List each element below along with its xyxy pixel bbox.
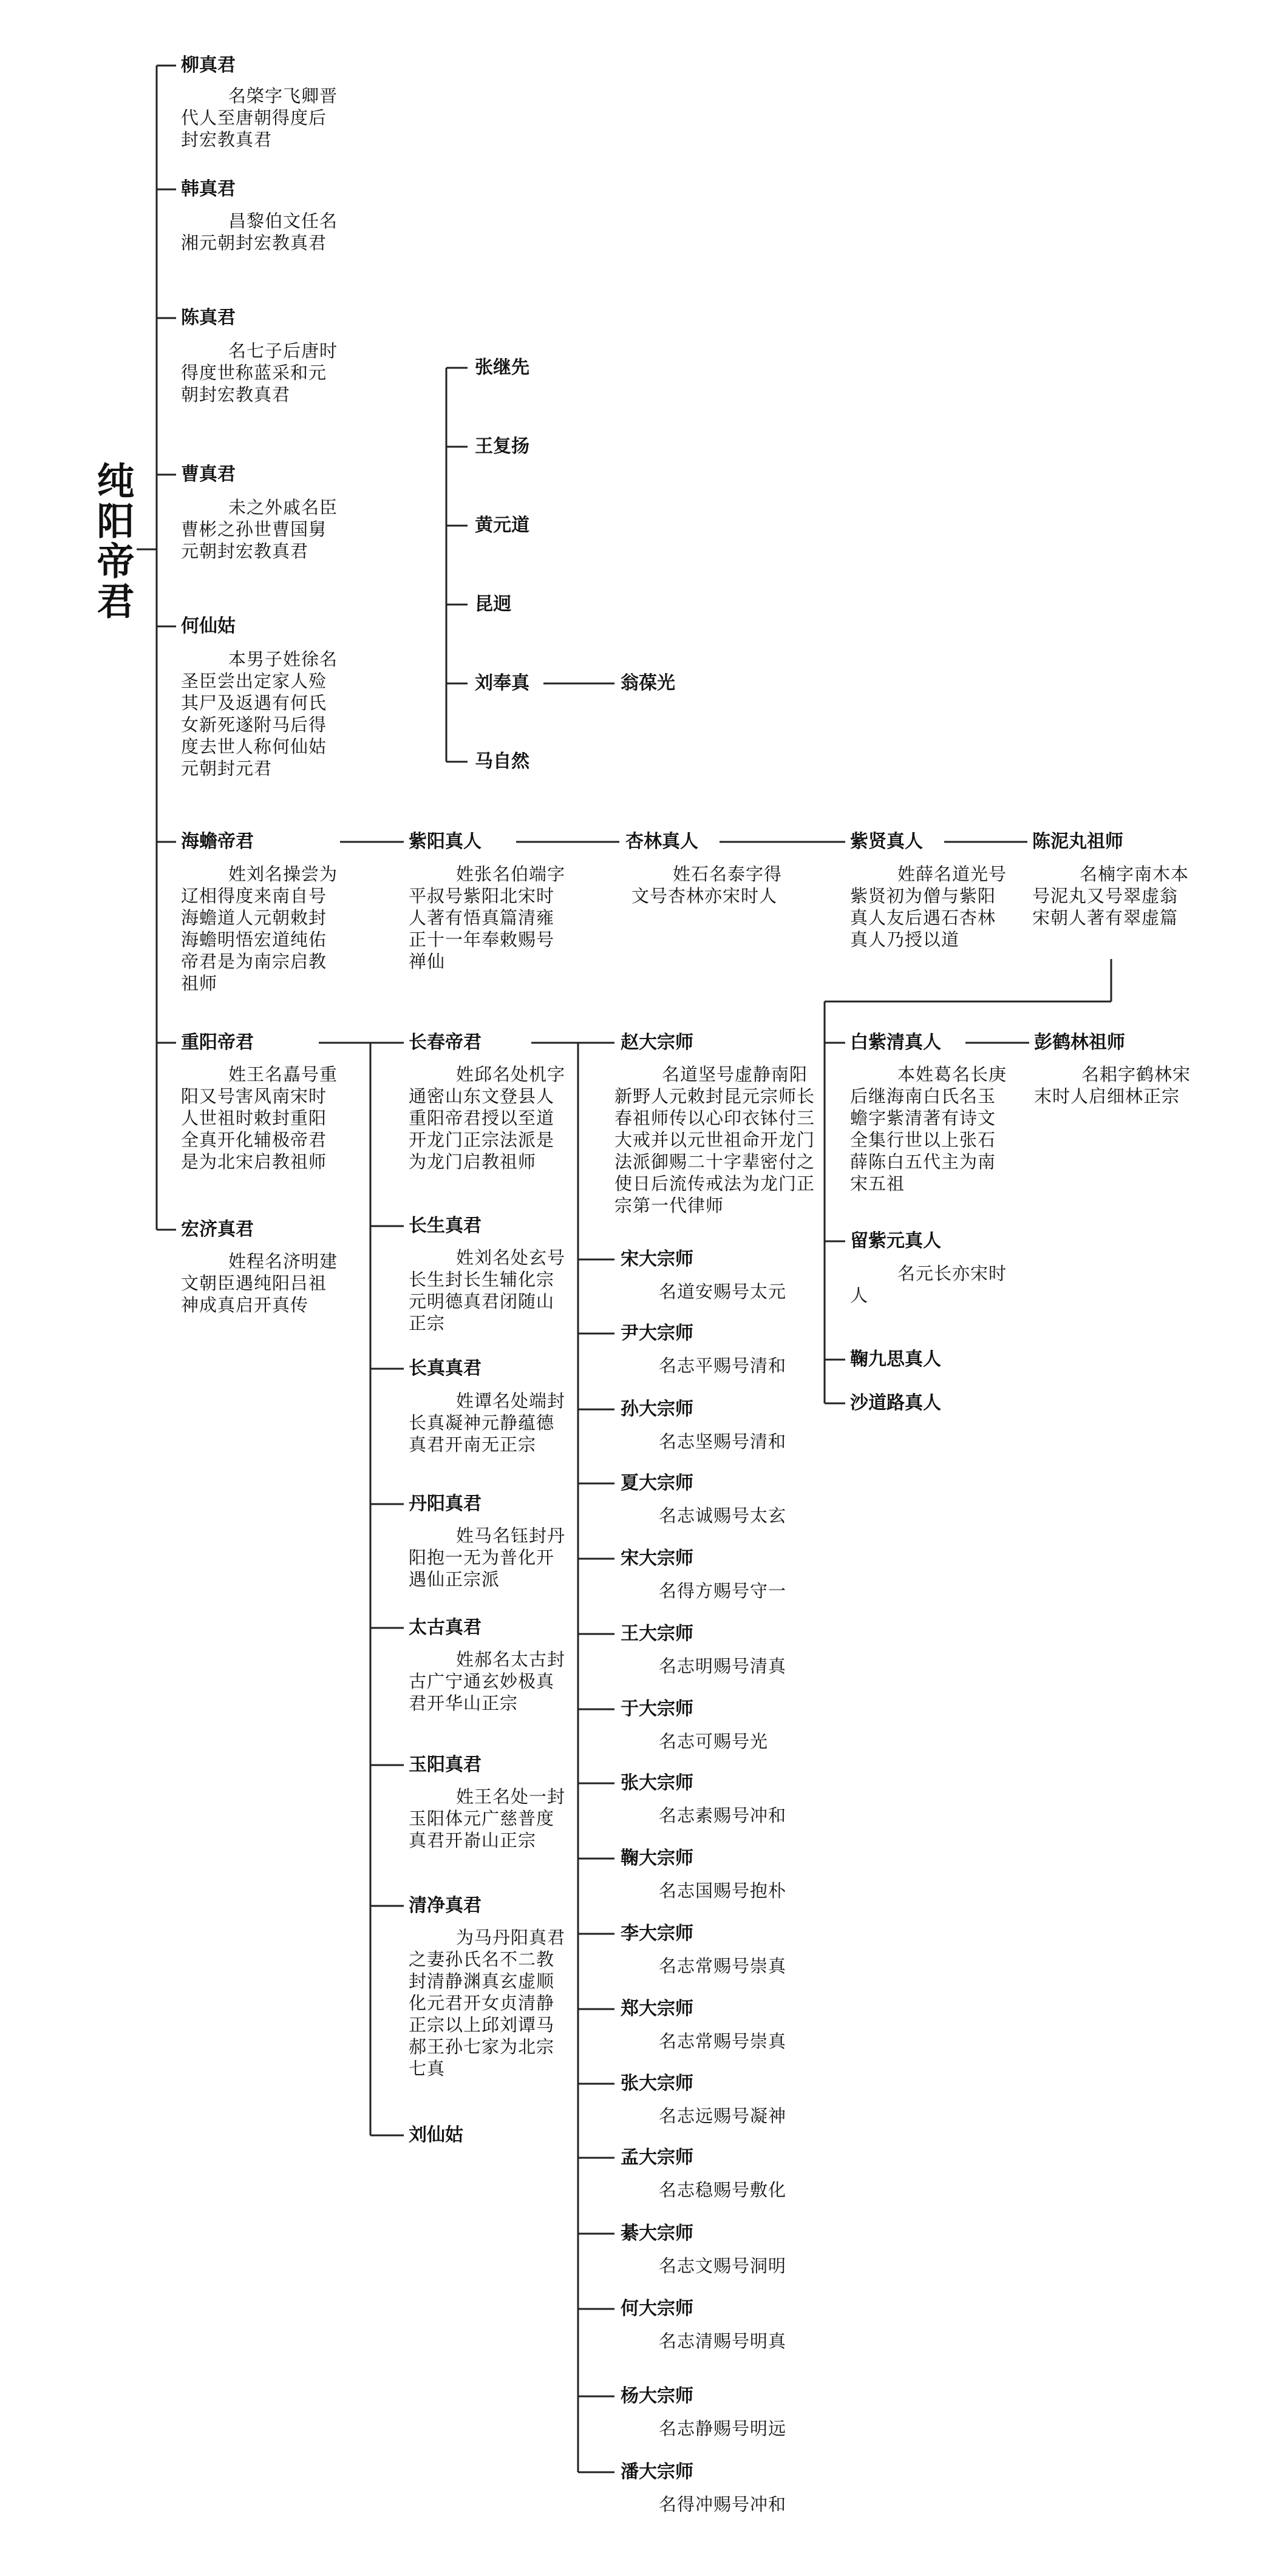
node-name: 紫贤真人 [850,831,923,852]
node-name: 丹阳真君 [409,1493,482,1514]
node-name: 宋大宗师 [621,1548,693,1569]
node-name: 彭鹤林祖师 [1034,1032,1125,1053]
node-name: 郑大宗师 [621,1998,693,2019]
node-name: 尹大宗师 [621,1323,693,1344]
node-name: 张大宗师 [621,2073,693,2094]
node-name: 曹真君 [181,464,236,485]
node-desc: 姓程名济明建文朝臣遇纯阳吕祖神成真启开真传 [181,1251,338,1315]
node-name: 长春帝君 [409,1032,482,1053]
node-name: 张大宗师 [621,1772,693,1794]
node-desc: 姓王名嚞号重阳又号害风南宋时人世祖时敕封重阳全真开化辅极帝君是为北宋启教祖师 [181,1064,338,1172]
node-weng-baoguang: 翁葆光 [621,673,675,694]
node-desc: 姓张名伯端字平叔号紫阳北宋时人著有悟真篇清雍正十一年奉敕赐号禅仙 [409,864,566,972]
node-ma-ziran: 马自然 [475,751,529,772]
node-desc: 名元长亦宋时人 [850,1263,1007,1306]
node-desc: 为马丹阳真君之妻孙氏名不二教封清静渊真玄虚顺化元君开女贞清静正宗以上邱刘谭马郝王孙七家为北宗七真 [409,1927,566,2079]
node-desc: 名志坚赐号清和 [659,1431,787,1452]
node-desc: 名志文赐号洞明 [659,2256,787,2276]
node-name: 王大宗师 [621,1623,693,1644]
node-desc: 姓石名泰字得文号杏林亦宋时人 [631,864,783,906]
node-desc: 姓刘名操尝为辽相得度来南自号海蟾道人元朝敕封海蟾明悟宏道纯佑帝君是为南宗启教祖师 [181,864,338,994]
node-name: 于大宗师 [621,1698,693,1720]
node-name: 李大宗师 [621,1923,693,1944]
node-liu-xiangu: 刘仙姑 [409,2124,463,2146]
node-desc: 名志素赐号冲和 [659,1805,787,1826]
node-liu-fengzhen: 刘奉真 [475,673,529,694]
node-name: 鞠大宗师 [621,1848,693,1869]
node-desc: 名志明赐号清真 [659,1656,787,1676]
node-desc: 姓郝名太古封古广宁通玄妙极真君开华山正宗 [409,1649,566,1713]
node-desc: 名志清赐号明真 [659,2331,787,2351]
node-desc: 本男子姓徐名圣臣尝出定家人殓其尸及返遇有何氏女新死遂附马后得度去世人称何仙姑元朝封元君 [181,649,338,779]
node-name: 綦大宗师 [621,2223,693,2244]
node-desc: 名志国赐号抱朴 [659,1880,787,1901]
node-name: 玉阳真君 [409,1754,482,1775]
node-desc: 名得冲赐号冲和 [659,2494,787,2515]
node-name: 重阳帝君 [181,1032,254,1053]
node-desc: 名志诚赐号太玄 [659,1505,787,1526]
node-desc: 姓王名处一封玉阳体元广慈普度真君开嵛山正宗 [409,1786,566,1851]
node-name: 宋大宗师 [621,1249,693,1270]
node-desc: 名耜字鹤林宋末时人启细林正宗 [1034,1064,1191,1107]
node-name: 赵大宗师 [621,1032,693,1053]
node-desc: 名志可赐号光 [659,1731,769,1752]
node-name: 韩真君 [181,178,236,200]
node-name: 孟大宗师 [621,2147,693,2168]
node-desc: 昌黎伯文任名湘元朝封宏教真君 [181,211,338,253]
node-name: 杏林真人 [625,831,698,852]
root-title: 纯阳帝君 [90,461,135,622]
node-name: 长生真君 [409,1215,482,1236]
node-name: 宏济真君 [181,1219,254,1240]
node-name: 陈真君 [181,307,236,328]
node-desc: 名志常赐号崇真 [659,2031,787,2052]
node-name: 何大宗师 [621,2298,693,2319]
node-name: 长真真君 [409,1358,482,1379]
node-name: 陈泥丸祖师 [1032,831,1123,852]
node-desc: 姓薛名道光号紫贤初为僧与紫阳真人友后遇石杏林真人乃授以道 [850,864,1007,950]
node-desc: 姓谭名处端封长真凝神元静蕴德真君开南无正宗 [409,1391,566,1455]
node-name: 太古真君 [409,1617,482,1638]
node-desc: 名道安赐号太元 [659,1281,787,1302]
node-name: 柳真君 [181,55,236,76]
node-desc: 姓马名钰封丹阳抱一无为普化开遇仙正宗派 [409,1525,566,1590]
node-name: 何仙姑 [181,615,236,637]
node-huang-yuandao: 黄元道 [475,515,529,536]
node-name: 留紫元真人 [850,1230,941,1252]
node-wang-fuyang: 王复扬 [475,436,529,457]
node-desc: 名道坚号虚静南阳新野人元敕封昆元宗师长春祖师传以心印衣钵付三大戒并以元世祖命开龙门法派御赐二十字辈密付之使日后流传戒法为龙门正宗第一代律师 [614,1064,815,1216]
node-desc: 名楠字南木本号泥丸又号翠虚翁宋朝人著有翠虚篇 [1032,864,1189,928]
node-name: 紫阳真人 [409,831,482,852]
node-shadaolu-zhenren: 沙道路真人 [850,1392,941,1414]
node-name: 潘大宗师 [621,2461,693,2483]
node-desc: 本姓葛名长庚后继海南白氏名玉蟾字紫清著有诗文全集行世以上张石薛陈白五代主为南宋五祖 [850,1064,1007,1194]
node-desc: 名志常赐号崇真 [659,1956,787,1976]
node-desc: 名志平赐号清和 [659,1355,787,1376]
node-desc: 名志静赐号明远 [659,2418,787,2439]
node-desc: 姓邱名处机字通密山东文登县人重阳帝君授以至道开龙门正宗法派是为龙门启教祖师 [409,1064,566,1172]
node-name: 夏大宗师 [621,1473,693,1494]
node-jujiusi-zhenren: 鞠九思真人 [850,1349,941,1370]
node-desc: 名志稳赐号敷化 [659,2180,787,2200]
node-desc: 姓刘名处玄号长生封长生辅化宗元明德真君闭随山正宗 [409,1247,566,1334]
node-name: 白紫清真人 [850,1032,941,1053]
node-desc: 名志远赐号凝神 [659,2106,787,2126]
node-desc: 名棨字飞卿晋代人至唐朝得度后封宏教真君 [181,86,338,150]
node-name: 海蟾帝君 [181,831,254,852]
node-desc: 名得方赐号守一 [659,1581,787,1601]
node-name: 清净真君 [409,1895,482,1916]
node-desc: 名七子后唐时得度世称蓝采和元朝封宏教真君 [181,341,338,405]
node-name: 杨大宗师 [621,2385,693,2407]
node-kun-jiong: 昆迥 [475,594,511,615]
node-desc: 未之外戚名臣曹彬之孙世曹国舅元朝封宏教真君 [181,497,338,561]
node-zhang-jixian: 张继先 [475,357,529,378]
node-name: 孙大宗师 [621,1398,693,1420]
